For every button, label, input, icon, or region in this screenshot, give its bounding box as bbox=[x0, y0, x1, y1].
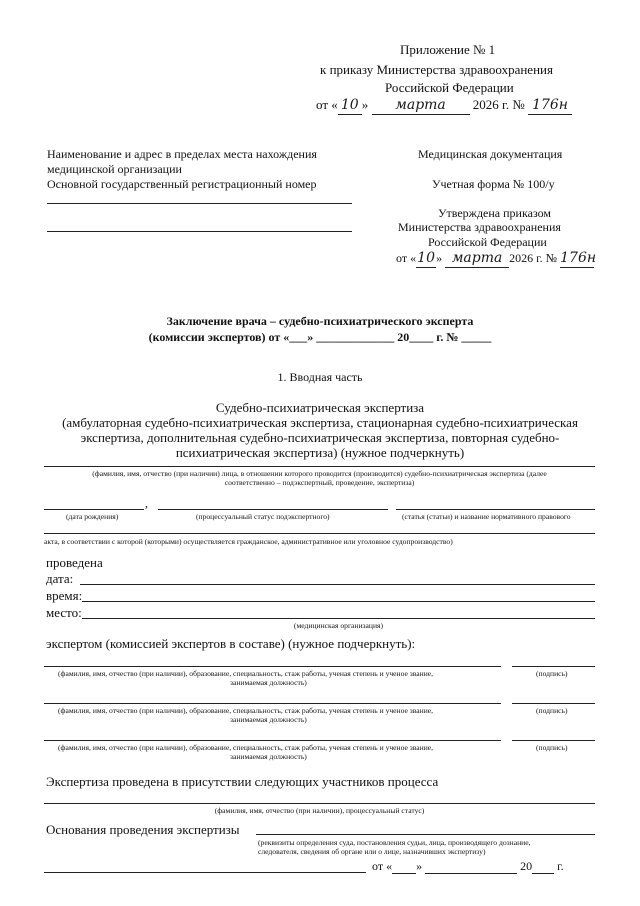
date-label: дата: bbox=[46, 571, 74, 586]
subject-fio-caption-2: соответственно – подэкспертный, проведение, экспертиза) bbox=[224, 478, 415, 487]
expert-3-signature-line[interactable] bbox=[512, 740, 595, 741]
grounds-caption-2: следователя, сведения об органе или о лице, назначивших экспертизу) bbox=[258, 847, 486, 856]
grounds-date-line bbox=[372, 859, 564, 874]
grounds-year-field[interactable] bbox=[532, 859, 554, 874]
doc-title-line1: Заключение врача – судебно-психиатрического эксперта bbox=[166, 314, 474, 328]
appendix-quote: » bbox=[361, 97, 369, 112]
subject-fio-caption-1: (фамилия, имя, отчество (при наличии) лица, в отношении которого проводится (производится) судебно-психиатрическая экспертиза (далее bbox=[92, 469, 547, 478]
grounds-caption-1: (реквизиты определения суда, постановления судьи, лица, производящего дознание, bbox=[258, 838, 531, 847]
appendix-day-handwritten: 10 bbox=[338, 97, 362, 115]
expert-2-signature-caption: (подпись) bbox=[536, 706, 568, 715]
appendix-line1: Приложение № 1 bbox=[400, 42, 496, 57]
expert-1-caption-1: (фамилия, имя, отчество (при наличии), образование, специальность, стаж работы, ученая степень и ученое звание, bbox=[58, 669, 434, 678]
place-field-line[interactable] bbox=[82, 618, 595, 619]
appendix-ot: от « bbox=[316, 97, 338, 112]
approved-line3: Российской Федерации bbox=[428, 235, 547, 249]
expert-3-signature-caption: (подпись) bbox=[536, 743, 568, 752]
expert-1-line[interactable] bbox=[44, 666, 501, 667]
birth-comma: , bbox=[145, 496, 148, 510]
expert-3-line[interactable] bbox=[44, 740, 501, 741]
grounds-day-field[interactable] bbox=[392, 859, 416, 874]
approved-line1: Утверждена приказом bbox=[438, 206, 551, 220]
grounds-ot: от « bbox=[372, 859, 393, 873]
act-caption: акта, в соответствии с которой (которыми) осуществляется гражданское, административное или уголовное судопроизводство) bbox=[44, 537, 453, 546]
article-line[interactable] bbox=[396, 509, 595, 510]
left-header-line3: Основной государственный регистрационный номер bbox=[47, 177, 317, 191]
grounds-details-line[interactable] bbox=[44, 872, 366, 873]
left-header-line2: медицинской организации bbox=[47, 162, 182, 176]
approved-quote: » bbox=[436, 251, 443, 265]
expertise-line3: экспертиза, дополнительная судебно-психиатрическая экспертиза, повторная судебно- bbox=[80, 430, 560, 445]
grounds-label: Основания проведения экспертизы bbox=[46, 822, 240, 837]
time-label: время: bbox=[46, 588, 83, 603]
left-header-underline-1 bbox=[47, 203, 352, 204]
approved-line2: Министерства здравоохранения bbox=[398, 220, 561, 234]
med-org-caption: (медицинская организация) bbox=[293, 621, 384, 630]
expert-1-signature-caption: (подпись) bbox=[536, 669, 568, 678]
left-header-underline-2 bbox=[47, 231, 352, 232]
grounds-month-field[interactable] bbox=[425, 859, 517, 874]
section-heading: 1. Вводная часть bbox=[277, 370, 363, 384]
time-field-line[interactable] bbox=[82, 601, 595, 602]
expert-1-caption-2: занимаемая должность) bbox=[230, 678, 307, 687]
appendix-month-handwritten: марта bbox=[372, 97, 470, 115]
approved-day-handwritten: 10 bbox=[417, 250, 435, 266]
grounds-year-prefix: 20 bbox=[520, 859, 533, 873]
expertise-line1: Судебно-психиатрическая экспертиза bbox=[215, 400, 425, 415]
appendix-line2: к приказу Министерства здравоохранения bbox=[320, 62, 553, 77]
approved-date-line bbox=[396, 250, 597, 268]
expertise-line4: психиатрическая экспертиза) (нужное подчеркнуть) bbox=[175, 445, 465, 460]
presence-line[interactable] bbox=[44, 803, 595, 804]
procedural-status-line[interactable] bbox=[158, 509, 388, 510]
grounds-year-suffix: г. bbox=[557, 859, 564, 873]
appendix-number-handwritten: 176н bbox=[528, 97, 572, 115]
article-caption: (статья (статьи) и название нормативного правового bbox=[402, 512, 571, 521]
expert-2-caption-1: (фамилия, имя, отчество (при наличии), образование, специальность, стаж работы, ученая степень и ученое звание, bbox=[58, 706, 434, 715]
doc-title-line2: (комиссии экспертов) от «___» _____________ 20____ г. № _____ bbox=[148, 330, 492, 344]
date-field-line[interactable] bbox=[80, 584, 595, 585]
approved-number-handwritten: 176н bbox=[560, 250, 597, 266]
expert-3-caption-2: занимаемая должность) bbox=[230, 752, 307, 761]
appendix-date-line bbox=[316, 97, 572, 115]
expert-1-signature-line[interactable] bbox=[512, 666, 595, 667]
appendix-year: 2026 г. № bbox=[472, 97, 525, 112]
expert-label: экспертом (комиссией экспертов в составе) (нужное подчеркнуть): bbox=[46, 636, 416, 651]
presence-caption: (фамилия, имя, отчество (при наличии), процессуальный статус) bbox=[214, 806, 425, 815]
subject-fio-line[interactable] bbox=[44, 466, 595, 467]
grounds-quote: » bbox=[416, 859, 423, 873]
medical-documentation: Медицинская документация bbox=[418, 147, 563, 161]
procedural-status-caption: (процессуальный статус подэкспертного) bbox=[196, 512, 330, 521]
act-line[interactable] bbox=[44, 533, 595, 534]
appendix-line3: Российской Федерации bbox=[385, 80, 514, 95]
place-label: место: bbox=[46, 605, 82, 620]
expert-2-caption-2: занимаемая должность) bbox=[230, 715, 307, 724]
expertise-line2: (амбулаторная судебно-психиатрическая экспертиза, стационарная судебно-психиатрическая bbox=[62, 415, 578, 430]
approved-month-handwritten: марта bbox=[445, 250, 509, 268]
expert-2-signature-line[interactable] bbox=[512, 703, 595, 704]
presence-label: Экспертиза проведена в присутствии следующих участников процесса bbox=[46, 774, 439, 789]
grounds-line[interactable] bbox=[256, 834, 595, 835]
birth-date-caption: (дата рождения) bbox=[66, 512, 119, 521]
expert-2-line[interactable] bbox=[44, 703, 501, 704]
left-header-line1: Наименование и адрес в пределах места нахождения bbox=[47, 147, 317, 161]
conducted-label: проведена bbox=[46, 555, 103, 570]
approved-year: 2026 г. № bbox=[509, 251, 558, 265]
expert-3-caption-1: (фамилия, имя, отчество (при наличии), образование, специальность, стаж работы, ученая степень и ученое звание, bbox=[58, 743, 434, 752]
form-number: Учетная форма № 100/у bbox=[432, 177, 555, 191]
birth-date-line[interactable] bbox=[44, 509, 144, 510]
approved-ot: от « bbox=[396, 251, 417, 265]
